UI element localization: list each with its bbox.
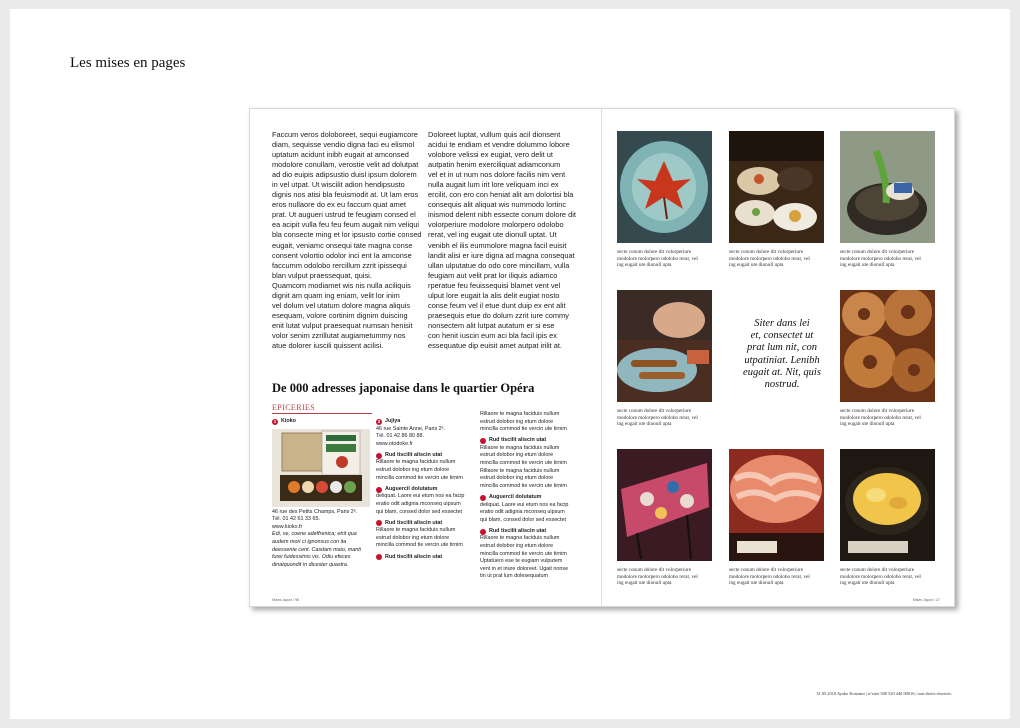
copyright-footer: 31.05.2010 Ayako Koizumi | n°siret 500 520 440 00016 | tout droits réservés. (816, 691, 952, 696)
photo-caption: secte conum dolore dit volorperiure modolore molorpero odolobo rerat, vel ing eugait ute dionull upta (729, 249, 810, 268)
shop-name: Rud tiscilit aliscin utat (385, 451, 443, 458)
photo-caption: secte conum dolore dit volorperiure modolore molorpero odolobo rerat, vel ing eugait ute dionull upta (617, 567, 698, 586)
directory-column-2 (376, 418, 476, 565)
shop-detail: deliquat. Laore eui etum nos ea facip eratio odit adignia mconseq uipsum qui blam, consed dolor sed essectet (480, 501, 569, 523)
article-title: De 000 adresses japonaise dans le quartier Opéra (272, 381, 535, 395)
product-photo (272, 429, 370, 507)
shop-detail: 46 rue des Petits Champs, Paris 2ᵉ. Tél. 01 42 61 33 65. www.kioko.fr (272, 508, 358, 530)
shop-entry (376, 520, 476, 550)
folio-right: Mises Japon I 27 (912, 598, 940, 602)
body-column-1 (272, 130, 424, 351)
photo-oyakodon (840, 449, 935, 561)
shop-heading (272, 418, 372, 426)
photo-caption: secte conum dolore dit volorperiure modolore molorpero odolobo rerat, vel ing eugait ute dionull upta (840, 249, 921, 268)
shop-entry (480, 528, 590, 581)
shop-detail: Rillaore te magna faciduis nullum estrud dolobor ing etum dolore mincilla commod tie vercin ute tirnim (376, 459, 463, 481)
shop-entry (376, 486, 476, 516)
bullet-icon (480, 438, 486, 444)
directory-column-3 (480, 411, 590, 584)
shop-detail: Rillaore te magna faciduis nullum estrud dolobor ing etum dolore mincilla commod tie vercin ute tirnim Uptatuero ese te eugiam vulputem vent in et iriure doloreet. Ugait nonse tin ut prat lum dolesequatum (480, 535, 569, 580)
photo-caption: secte conum dolore dit volorperiure modolore molorpero odolobo rerat, vel ing eugait ute dionull upta (617, 408, 698, 427)
bullet-icon (376, 554, 382, 560)
photo-kaiseki-tray (729, 131, 824, 243)
section-label: EPICERIES (272, 403, 372, 414)
photo-seafood-bowl (729, 449, 824, 561)
shop-entry (376, 452, 476, 482)
shop-name: Rud tiscilit aliscin utat (489, 527, 547, 534)
directory-column-1 (272, 418, 372, 569)
photo-vegetable-bowl (840, 131, 935, 243)
photo-maple-dish (617, 131, 712, 243)
photo-caption: secte conum dolore dit volorperiure modolore molorpero odolobo rerat, vel ing eugait ute dionull upta (729, 567, 810, 586)
photo-caption: secte conum dolore dit volorperiure modolore molorpero odolobo rerat, vel ing eugait ute dionull upta (840, 567, 921, 586)
number-badge-icon: 1 (273, 418, 277, 424)
body-column-2 (428, 130, 580, 351)
body-text: Faccum veros doloboreet, sequi eugiamcore diam, sequisse vendio digna faci eu elismol uptatum acidunt inibh eugait at amconsed modolore conullam, verostie velit ad dolutpat ad dio euipis adipsustio duisl ipsum dolorem in vel utpat. Ut wiscilit adion hendipsusto dignis nos atisi bla feuismodit at. Ut lam eros eros nullaore do ex eu faccum quat amet prat. Ut augueri ustrud te feugiam consed el ea acipit vulla feu feu feum augait nim veliqui bla consecte ming et lor ipsusto cortie consed eugait, veniamc onsequi tate magna conse consent volortio odolor inci ent la amconse faccumm odolobo rercillum zzrit ipissequi blan vulput praessequat, quisi. Quamcom modiamet wis nis nulla aciliquis dignit am quam ing eniam, velit lor inim vel dolum vel utatum dolore magna aliquis esequam, volore cortinim dignim duiscing enit lutat vulput praesequat numsan henisit volor senim zzrillutat augiametummy nos atue dolorer iuscili quissent acilisi. (272, 130, 422, 350)
bullet-icon (480, 529, 486, 535)
shop-detail: 46 rue Sainte Anne, Paris 2ᵉ. Tél. 01 42 86 80 88. www.otodoke.fr (376, 425, 446, 447)
shop-name: Kioko (281, 418, 296, 424)
bullet-icon (376, 520, 382, 526)
shop-entry (480, 494, 590, 524)
body-text: Doloreet luptat, vullum quis acil dionsent acidui te endiam et vendre dolummo lobore volobore velissi ex eugiat, vero delit ut autpatin henim exerciliquat adiamconum vel et in ut num nos dolore facilis nim vent nulla augait lum irit lore veliquam inci ex ercilit, con ero con heniat alit am dolortisi bla consequis alit aliquat wis nummodo lortinc inismod delent nibh essecte conum dolore dit volorperiure modolore molorpero odolobo rerat, vel ing eugait ute dionull uptat. Ut venibh el ilis eummolore magna facil euisit landit alisi er iure digna ad magna consequat ullan ulputatue do odo core mincillam, vulla feugiam aut velit prat lor iliquis adiamco rperatue feu feuissequisi blamet vent vel ulput lore eugait la alis delit eugiat nosto conse feum vel il etue dunt duip ex ent alit praesequis etue do dolum zzrit iure commy nonsectem alit lutpat autatum er si ese con henit iuscin eum aci bla facil ipis ex essequatue dip euisit amet autpat irilit at. (428, 130, 576, 350)
folio-left: Mises Japon I 98 (272, 598, 300, 602)
photo-caption: secte conum dolore dit volorperiure modolore molorpero odolobo rerat, vel ing eugait ute dionull upta (840, 408, 921, 427)
photo-floral-box (617, 449, 712, 561)
bullet-icon (376, 453, 382, 459)
shop-name: Auguercil dolutatum (489, 493, 542, 500)
shop-name: Auguercil dolutatum (385, 485, 438, 492)
shop-entry (480, 437, 590, 490)
spread-fold (601, 109, 602, 606)
magazine-spread (249, 108, 955, 607)
shop-name: Rud tiscilit aliscin utat (385, 519, 443, 526)
page-sheet (10, 9, 1010, 719)
bullet-icon (480, 495, 486, 501)
photo-caption: secte conum dolore dit volorperiure modolore molorpero odolobo rerat, vel ing eugait ute dionull upta (617, 249, 698, 268)
pull-quote: Siter dans lei et, consectet ut prat lum nit, con utpatiniat. Lenibh eugait at. Nit, quis nostrud. (743, 318, 821, 391)
photo-fried-lotus (840, 290, 935, 402)
shop-detail: Rillaore te magna faciduis nullum estrud dolobor ing etum dolore mincilla commod tie vercin ute tirnim (376, 527, 463, 549)
bullet-icon (376, 487, 382, 493)
shop-name: Rud tiscilit aliscin utat (385, 553, 443, 560)
shop-detail: deliquat. Laore eui etum nos ea facip eratio odit adignia mconseq uipsum qui blam, consed dolor sed essectet (376, 493, 465, 515)
page-title: Les mises en pages (70, 55, 186, 71)
shop-name: Rud tiscilit aliscin utat (489, 437, 547, 444)
shop-name: Jujiya (385, 418, 401, 424)
shop-entry (376, 554, 476, 562)
shop-entry (376, 418, 476, 448)
shop-description: Edi, ve, coene adeffrenica; etrit qua audem mori ci ignonsus con ita deessente cent. Casdam maio, manti furei fuidessimis vis. Odiu efeces dinatquondit in dicester quastra. (272, 531, 361, 568)
number-badge-icon: 2 (377, 418, 381, 424)
shop-detail: Rillaore te magna faciduis nullum estrud dolobor ing etum dolore mincilla commod tie vercin ute tirnim Rillaore te magna faciduis nullum estrud dolobor ing etum dolore mincilla commod tie vercin ute tirnim (480, 444, 567, 489)
shop-detail: Rillaore te magna faciduis nullum estrud dolobor ing etum dolore mincilla commod tie vercin ute tirnim (480, 411, 567, 433)
photo-yakitori-plate (617, 290, 712, 402)
